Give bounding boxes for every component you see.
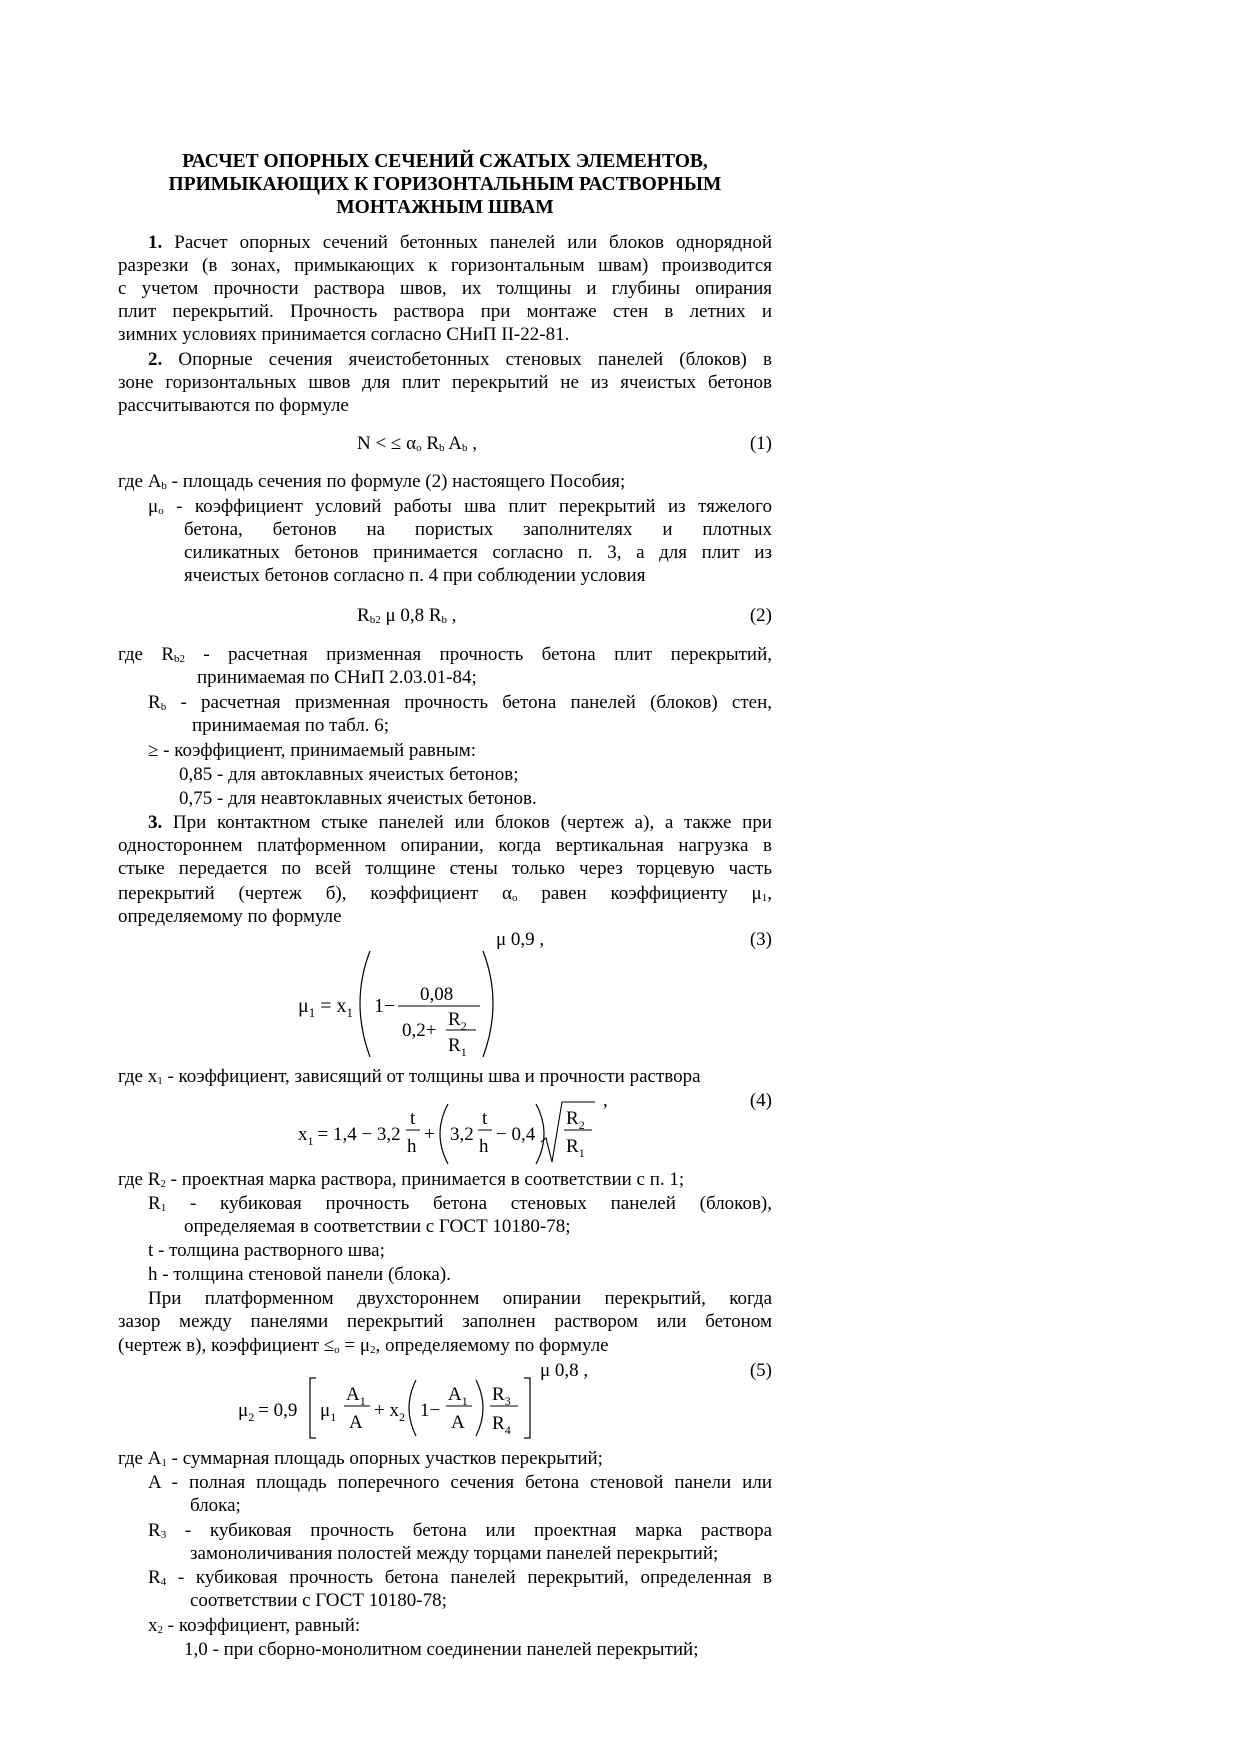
def-r3-line-2: замоноличивания полостей между торцами панелей перекрытий; bbox=[190, 1543, 719, 1564]
eq4-lhs: $x_1 = 1,4 - 3,2$ bbox=[298, 1124, 401, 1148]
eq5-plus-x2: + $x_2$ bbox=[374, 1400, 405, 1424]
p3-line-1: 3. При контактном стыке панелей или блоков (чертеж а), а также при bbox=[148, 812, 772, 833]
def-rb2-line-2: принимаемая по СНиП 2.03.01-84; bbox=[197, 667, 477, 688]
eq5-right-paren bbox=[476, 1380, 483, 1436]
def-x1: где $x_1$ - коэффициент, зависящий от толщины шва и прочности раствора bbox=[118, 1066, 701, 1087]
eq5-a-bottom-2: A bbox=[451, 1412, 465, 1433]
def-r3-line-1: $R_3$ - кубиковая прочность бетона или проектная марка раствора bbox=[148, 1520, 772, 1541]
title-line-3: МОНТАЖНЫМ ШВАМ bbox=[336, 197, 554, 218]
def-mu-line-2: бетона, бетонов на пористых заполнителях и плотных bbox=[184, 519, 772, 540]
eq4-t-2: t bbox=[482, 1108, 488, 1129]
eq3-r1: $R_1$ bbox=[448, 1035, 467, 1059]
eq3-numerator: 0,08 bbox=[420, 984, 454, 1005]
equation-1-number: (1) bbox=[749, 433, 772, 454]
eq5-one-minus: 1− bbox=[420, 1400, 441, 1421]
p1-line-4: плит перекрытий. Прочность раствора при монтаже стен в летних и bbox=[118, 301, 772, 322]
eq5-r3: $R_3$ bbox=[492, 1384, 511, 1408]
def-rb-line-1: $R_b$ - расчетная призменная прочность бетона панелей (блоков) стен, bbox=[148, 692, 772, 713]
p2-line-1: 2. Опорные сечения ячеистобетонных стеновых панелей (блоков) в bbox=[148, 349, 772, 370]
def-mu-line-4: ячеистых бетонов согласно п. 4 при соблюдении условия bbox=[184, 565, 646, 586]
def-r2: где $R_2$ - проектная марка раствора, принимается в соответствии с п. 1; bbox=[118, 1169, 685, 1190]
eq4-h-2: h bbox=[479, 1136, 489, 1157]
eq4-plus: + bbox=[424, 1124, 435, 1145]
equation-5-number: (5) bbox=[749, 1360, 772, 1381]
def-a1: где $A_1$ - суммарная площадь опорных участков перекрытий; bbox=[118, 1448, 603, 1469]
eq4-minus: − 0,4 bbox=[496, 1124, 536, 1145]
equation-3-formula bbox=[290, 945, 510, 1067]
equation-1: N < ≤ $\alpha_o$ $R_b$ $A_b$ , bbox=[357, 433, 477, 454]
eq5-a1-top: $A_1$ bbox=[346, 1384, 366, 1408]
eq4-right-paren bbox=[536, 1104, 544, 1164]
eq5-mu1: $\mu_1$ bbox=[320, 1400, 337, 1424]
def-mu-line-1: $\mu_o$ - коэффициент условий работы шва плит перекрытий из тяжелого bbox=[148, 496, 772, 517]
document-title bbox=[118, 150, 772, 219]
p3-line-2: одностороннем платформенном опирании, когда вертикальная нагрузка в bbox=[118, 835, 772, 856]
def-ab: где $A_b$ - площадь сечения по формуле (2) настоящего Пособия; bbox=[118, 471, 626, 492]
equation-4-number: (4) bbox=[749, 1090, 772, 1111]
equation-2: $R_{b2}$ μ 0,8 $R_b$ , bbox=[357, 605, 457, 626]
equation-4-formula bbox=[290, 1098, 610, 1168]
eq3-right-paren bbox=[483, 951, 493, 1057]
eq5-lhs: $\mu_2 = 0,9$ bbox=[238, 1400, 298, 1424]
p4-line-3: (чертеж в), коэффициент $\le_o = \mu_2$, определяемому по формуле bbox=[118, 1335, 609, 1356]
value-x2-1: 1,0 - при сборно-монолитном соединении панелей перекрытий; bbox=[184, 1639, 699, 1660]
eq5-a1-top-2: $A_1$ bbox=[448, 1384, 468, 1408]
eq4-b: 3,2 bbox=[450, 1124, 474, 1145]
equation-3-number: (3) bbox=[749, 929, 772, 950]
def-r1-line-2: определяемая в соответствии с ГОСТ 10180-78; bbox=[184, 1216, 571, 1237]
p1-line-2: разрезки (в зонах, примыкающих к горизонтальным швам) производится bbox=[118, 255, 772, 276]
eq3-lhs: $\mu_1 = x_1$ bbox=[298, 995, 354, 1020]
eq5-r4: $R_4$ bbox=[492, 1413, 511, 1437]
def-rb-line-2: принимаемая по табл. 6; bbox=[192, 715, 390, 736]
def-coefficient: ≥ - коэффициент, принимаемый равным: bbox=[148, 740, 477, 761]
eq3-r2: $R_2$ bbox=[448, 1009, 467, 1033]
eq3-left-paren bbox=[360, 951, 370, 1057]
eq3-den-prefix: 0,2+ bbox=[402, 1020, 437, 1041]
eq4-r2: $R_2$ bbox=[566, 1108, 585, 1132]
p3-line-4: перекрытий (чертеж б), коэффициент $\alpha_o$ равен коэффициенту $\mu_1$, bbox=[118, 883, 772, 904]
p3-line-5: определяемому по формуле bbox=[118, 906, 342, 927]
eq5-a-bottom: A bbox=[349, 1412, 363, 1433]
p1-line-5: зимних условиях принимается согласно СНиП II-22-81. bbox=[118, 324, 570, 345]
equation-5-condition: μ 0,8 , bbox=[540, 1360, 589, 1381]
value-autoclave: 0,85 - для автоклавных ячеистых бетонов; bbox=[179, 764, 519, 785]
def-a-line-1: A - полная площадь поперечного сечения бетона стеновой панели или bbox=[148, 1472, 772, 1493]
equation-2-number: (2) bbox=[749, 605, 772, 626]
def-rb2-line-1: где $R_{b2}$ - расчетная призменная прочность бетона плит перекрытий, bbox=[118, 644, 772, 665]
value-non-autoclave: 0,75 - для неавтоклавных ячеистых бетонов. bbox=[179, 788, 537, 809]
def-h: h - толщина стеновой панели (блока). bbox=[148, 1264, 451, 1285]
def-x2: $x_2$ - коэффициент, равный: bbox=[148, 1615, 361, 1636]
p4-line-1: При платформенном двухстороннем опирании перекрытий, когда bbox=[148, 1288, 772, 1309]
equation-3-condition: μ 0,9 , bbox=[496, 929, 545, 950]
def-r4-line-2: соответствии с ГОСТ 10180-78; bbox=[190, 1590, 447, 1611]
equation-4-comma: , bbox=[603, 1090, 608, 1111]
def-r1-line-1: $R_1$ - кубиковая прочность бетона стеновых панелей (блоков), bbox=[148, 1193, 772, 1214]
eq5-left-bracket bbox=[310, 1378, 316, 1438]
eq4-left-paren bbox=[440, 1104, 448, 1164]
eq4-r1: $R_1$ bbox=[566, 1136, 585, 1160]
eq3-one-minus: 1− bbox=[374, 995, 396, 1017]
p1-line-3: с учетом прочности раствора швов, их толщины и глубины опирания bbox=[118, 278, 772, 299]
p2-line-2: зоне горизонтальных швов для плит перекрытий не из ячеистых бетонов bbox=[118, 372, 772, 393]
def-t: t - толщина растворного шва; bbox=[148, 1240, 385, 1261]
eq5-right-bracket bbox=[524, 1378, 530, 1438]
eq4-t-1: t bbox=[410, 1108, 416, 1129]
equation-5-formula bbox=[232, 1372, 552, 1442]
title-line-1: РАСЧЕТ ОПОРНЫХ СЕЧЕНИЙ СЖАТЫХ ЭЛЕМЕНТОВ, bbox=[182, 151, 708, 172]
eq4-h-1: h bbox=[407, 1136, 417, 1157]
eq5-left-paren bbox=[409, 1380, 416, 1436]
def-a-line-2: блока; bbox=[190, 1495, 241, 1516]
title-line-2: ПРИМЫКАЮЩИХ К ГОРИЗОНТАЛЬНЫМ РАСТВОРНЫМ bbox=[168, 174, 722, 195]
p4-line-2: зазор между панелями перекрытий заполнен раствором или бетоном bbox=[118, 1311, 772, 1332]
p2-line-3: рассчитываются по формуле bbox=[118, 395, 349, 416]
p3-line-3: стыке передается по всей толщине стены только через торцевую часть bbox=[118, 858, 772, 879]
def-mu-line-3: силикатных бетонов принимается согласно п. 3, а для плит из bbox=[184, 542, 772, 563]
p1-line-1: 1. Расчет опорных сечений бетонных панелей или блоков однорядной bbox=[148, 232, 772, 253]
def-r4-line-1: $R_4$ - кубиковая прочность бетона панелей перекрытий, определенная в bbox=[148, 1567, 772, 1588]
